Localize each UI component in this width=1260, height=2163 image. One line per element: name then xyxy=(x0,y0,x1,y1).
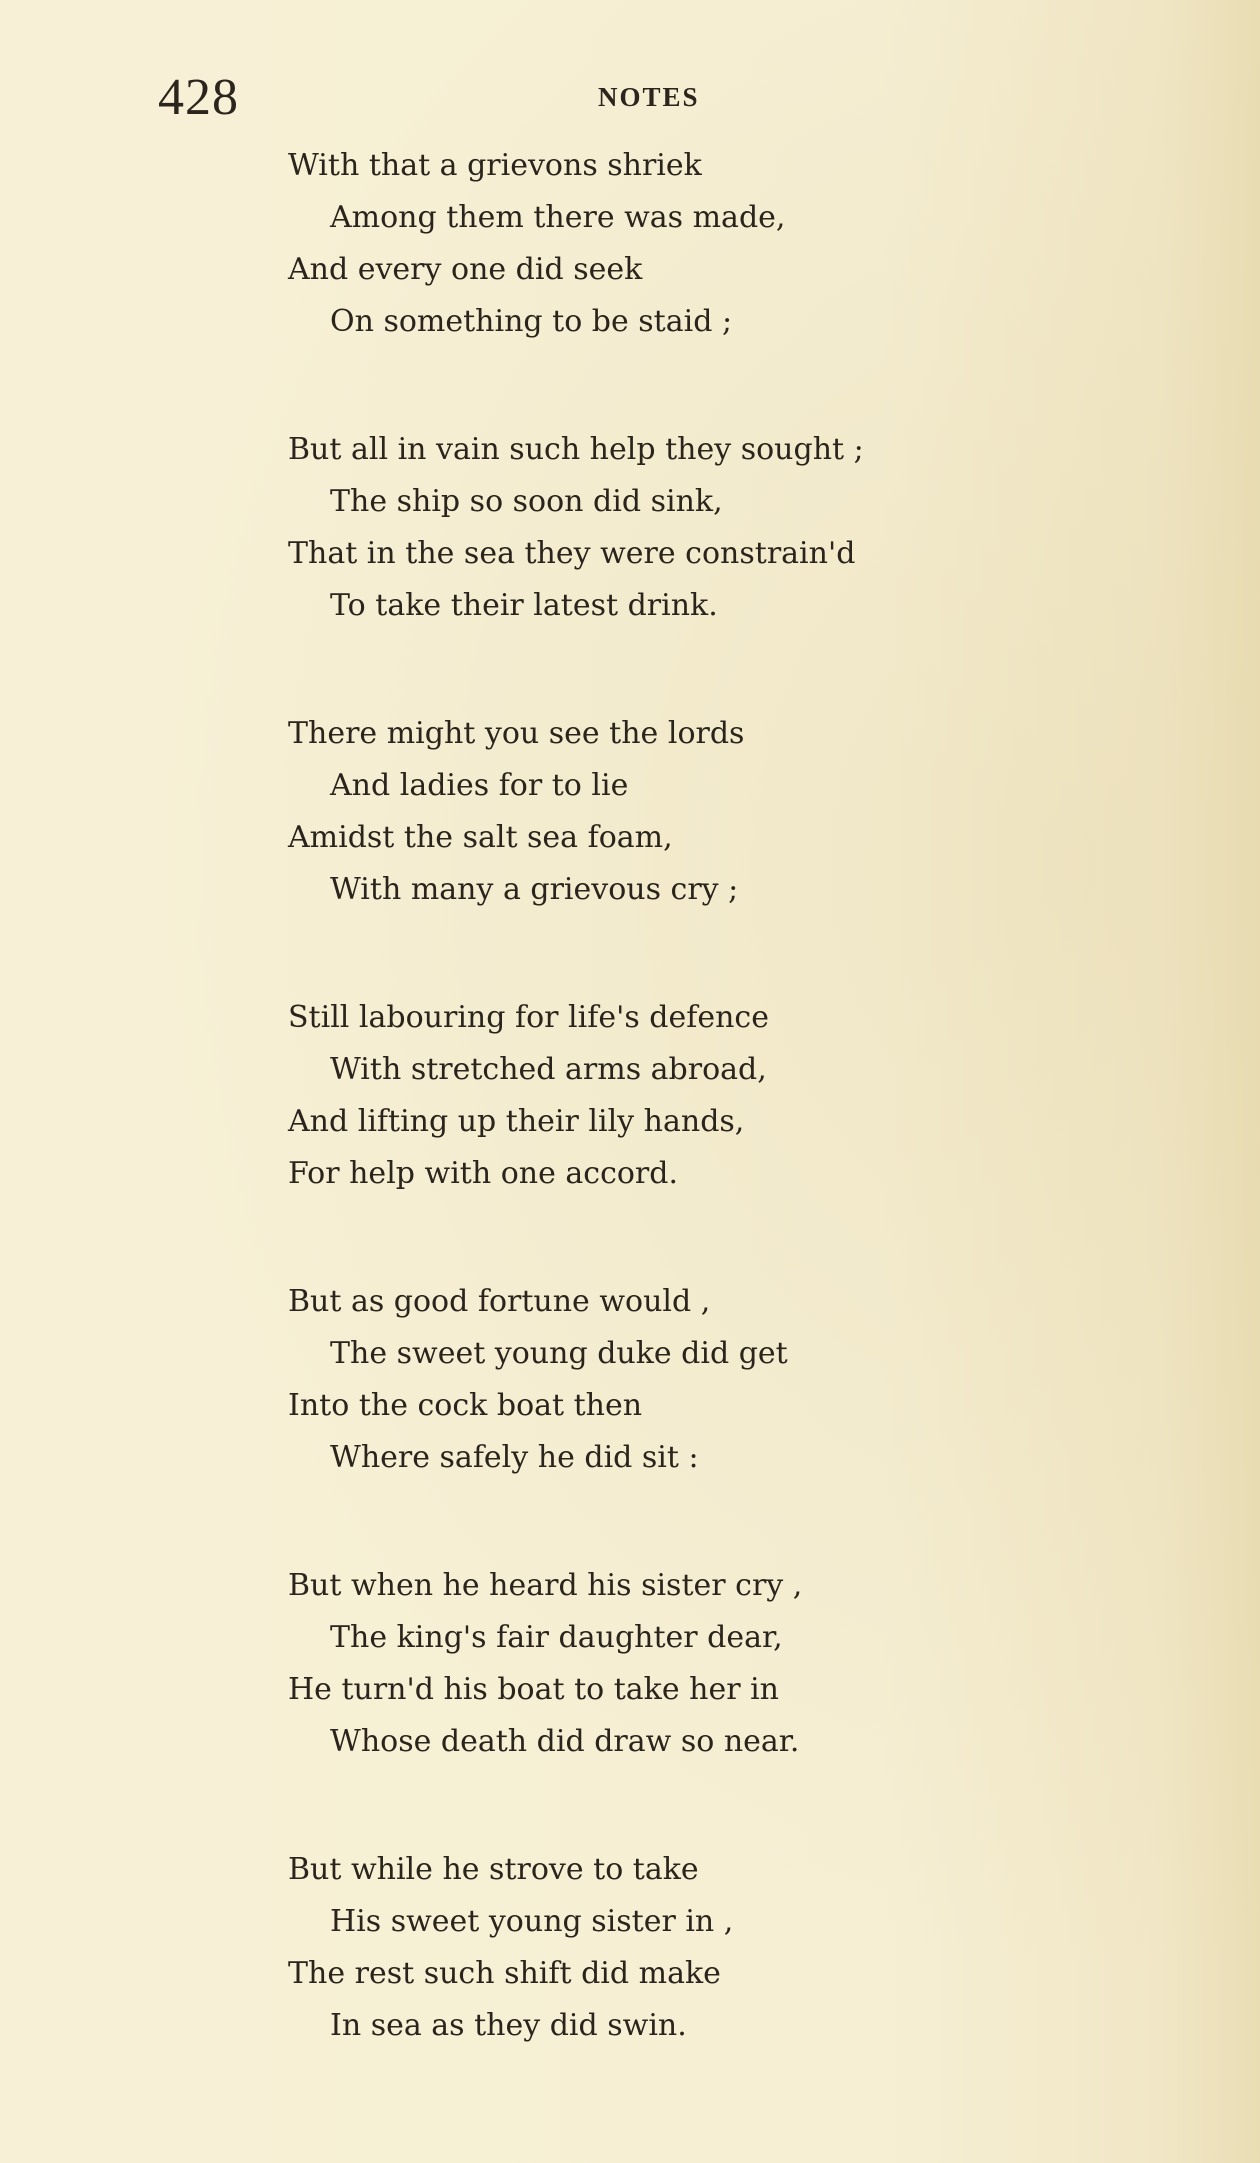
verse-line: But all in vain such help they sought ; xyxy=(288,432,864,467)
stanza-6 xyxy=(288,1560,1208,1768)
verse-line: But while he strove to take xyxy=(288,1852,699,1887)
verse-line: That in the sea they were constrain'd xyxy=(288,536,856,571)
verse-line: Whose death did draw so near. xyxy=(330,1724,800,1759)
verse-line: Amidst the salt sea foam, xyxy=(288,820,673,855)
stanza-5 xyxy=(288,1276,1208,1484)
verse-line: With stretched arms abroad, xyxy=(330,1052,767,1087)
verse-line: With that a grievons shriek xyxy=(288,148,702,183)
verse-line: There might you see the lords xyxy=(288,716,745,751)
stanza-7 xyxy=(288,1844,1208,2052)
verse-line: But as good fortune would , xyxy=(288,1284,711,1319)
verse-line: And every one did seek xyxy=(288,252,643,287)
stanza-3 xyxy=(288,708,1208,916)
page-number: 428 xyxy=(158,69,239,126)
verse-line: But when he heard his sister cry , xyxy=(288,1568,803,1603)
verse-line: Still labouring for life's defence xyxy=(288,1000,769,1035)
verse-line: The ship so soon did sink, xyxy=(330,484,723,519)
verse-line: On something to be staid ; xyxy=(330,304,733,339)
verse-line: The sweet young duke did get xyxy=(330,1336,788,1371)
verse-line: And ladies for to lie xyxy=(330,768,629,803)
verse-line: He turn'd his boat to take her in xyxy=(288,1672,780,1707)
verse-line: And lifting up their lily hands, xyxy=(288,1104,745,1139)
verse-line: With many a grievous cry ; xyxy=(330,872,739,907)
running-head: NOTES xyxy=(598,82,700,112)
stanza-1 xyxy=(288,140,1208,348)
verse-line: The king's fair daughter dear, xyxy=(330,1620,783,1655)
verse-line: Into the cock boat then xyxy=(288,1388,643,1423)
poem xyxy=(288,140,1208,2128)
stanza-4 xyxy=(288,992,1208,1200)
verse-line: Where safely he did sit : xyxy=(330,1440,699,1475)
verse-line: To take their latest drink. xyxy=(330,588,718,623)
verse-line: His sweet young sister in , xyxy=(330,1904,734,1939)
verse-line: Among them there was made, xyxy=(330,200,786,235)
verse-line: For help with one accord. xyxy=(288,1156,679,1191)
stanza-2 xyxy=(288,424,1208,632)
verse-line: In sea as they did swin. xyxy=(330,2008,687,2043)
verse-line: The rest such shift did make xyxy=(288,1956,721,1991)
